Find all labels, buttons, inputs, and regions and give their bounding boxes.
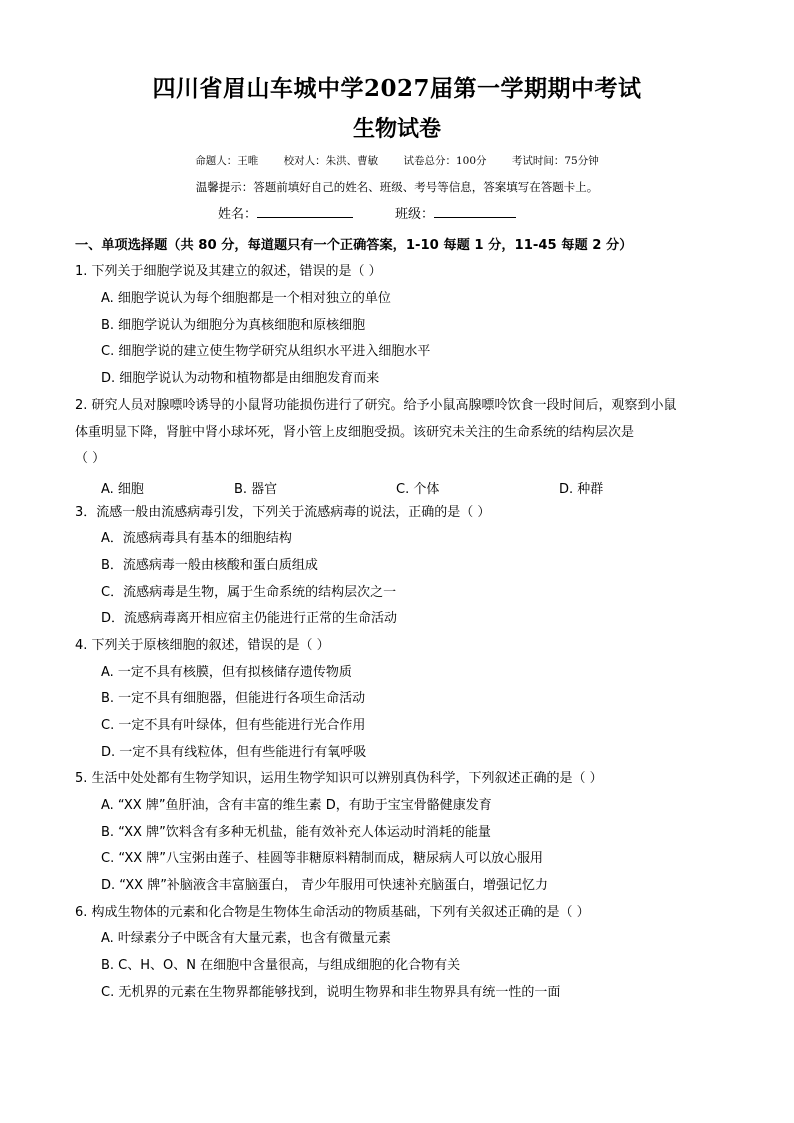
- question-stem: （ ）: [75, 451, 106, 466]
- question-stem: 5. 生活中处处都有生物学知识，运用生物学知识可以辨别真伪科学，下列叙述正确的是（ ）: [75, 771, 603, 786]
- total-score: 试卷总分：100分: [403, 155, 487, 167]
- exam-meta: [0, 153, 794, 168]
- setter: 命题人：王唯: [195, 155, 259, 167]
- section-heading: 一、单项选择题（共 80 分，每道题只有一个正确答案，1-10 每题 1 分，11-45 每题 2 分）: [75, 238, 633, 253]
- option[interactable]: C. 无机界的元素在生物界都能够找到，说明生物界和非生物界具有统一性的一面: [101, 985, 561, 1000]
- option[interactable]: B. 器官: [234, 482, 278, 497]
- option[interactable]: C. 个体: [396, 482, 440, 497]
- option[interactable]: A. “XX 牌”鱼肝油，含有丰富的维生素 D，有助于宝宝骨骼健康发育: [101, 798, 492, 813]
- question-stem: 体重明显下降，肾脏中肾小球坏死，肾小管上皮细胞受损。该研究未关注的生命系统的结构层次是: [75, 425, 635, 440]
- option[interactable]: D. 一定不具有线粒体，但有些能进行有氧呼吸: [101, 745, 367, 760]
- option[interactable]: C. 一定不具有叶绿体，但有些能进行光合作用: [101, 718, 366, 733]
- option[interactable]: A. 一定不具有核膜，但有拟核储存遗传物质: [101, 665, 352, 680]
- option[interactable]: C. “XX 牌”八宝粥由莲子、桂圆等非糖原料精制而成，糖尿病人可以放心服用: [101, 851, 543, 866]
- option[interactable]: A．流感病毒具有基本的细胞结构: [101, 531, 292, 546]
- option[interactable]: A. 叶绿素分子中既含有大量元素，也含有微量元素: [101, 931, 391, 946]
- option[interactable]: B. “XX 牌”饮料含有多种无机盐，能有效补充人体运动时消耗的能量: [101, 825, 491, 840]
- option[interactable]: B. 细胞学说认为细胞分为真核细胞和原核细胞: [101, 318, 366, 333]
- option[interactable]: B. C、H、O、N 在细胞中含量很高，与组成细胞的化合物有关: [101, 958, 461, 973]
- option[interactable]: D. 种群: [559, 482, 604, 497]
- option[interactable]: C．流感病毒是生物，属于生命系统的结构层次之一: [101, 585, 397, 600]
- exam-tip: 温馨提示：答题前填好自己的姓名、班级、考号等信息，答案填写在答题卡上。: [195, 180, 599, 194]
- option[interactable]: C. 细胞学说的建立使生物学研究从组织水平进入细胞水平: [101, 344, 431, 359]
- exam-time: 考试时间：75分钟: [511, 155, 599, 167]
- exam-title: 四川省眉山车城中学2027届第一学期期中考试: [152, 75, 642, 102]
- option[interactable]: D．流感病毒离开相应宿主仍能进行正常的生命活动: [101, 611, 398, 626]
- question-stem: 4. 下列关于原核细胞的叙述，错误的是（ ）: [75, 638, 330, 653]
- option[interactable]: B. 一定不具有细胞器，但能进行各项生命活动: [101, 691, 366, 706]
- question-stem: 3．流感一般由流感病毒引发，下列关于流感病毒的说法，正确的是（ ）: [75, 505, 491, 520]
- exam-subtitle: 生物试卷: [352, 116, 441, 142]
- question-stem: 6. 构成生物体的元素和化合物是生物体生命活动的物质基础，下列有关叙述正确的是（ ）: [75, 905, 590, 920]
- class-blank[interactable]: [434, 205, 516, 218]
- option[interactable]: B．流感病毒一般由核酸和蛋白质组成: [101, 558, 318, 573]
- name-label: 姓名：: [218, 207, 258, 222]
- class-label: 班级：: [395, 207, 435, 222]
- option[interactable]: D. “XX 牌”补脑液含丰富脑蛋白， 青少年服用可快速补充脑蛋白，增强记忆力: [101, 878, 549, 893]
- option[interactable]: D. 细胞学说认为动物和植物都是由细胞发育而来: [101, 371, 380, 386]
- option[interactable]: A. 细胞: [101, 482, 144, 497]
- name-class-row: [218, 203, 516, 222]
- proofreader: 校对人：朱洪、曹敏: [283, 155, 379, 167]
- question-stem: 1. 下列关于细胞学说及其建立的叙述，错误的是（ ）: [75, 264, 382, 279]
- option[interactable]: A. 细胞学说认为每个细胞都是一个相对独立的单位: [101, 291, 391, 306]
- question-stem: 2. 研究人员对腺嘌呤诱导的小鼠肾功能损伤进行了研究。给予小鼠高腺嘌呤饮食一段时间后，观察到小鼠: [75, 398, 677, 413]
- name-blank[interactable]: [257, 205, 353, 218]
